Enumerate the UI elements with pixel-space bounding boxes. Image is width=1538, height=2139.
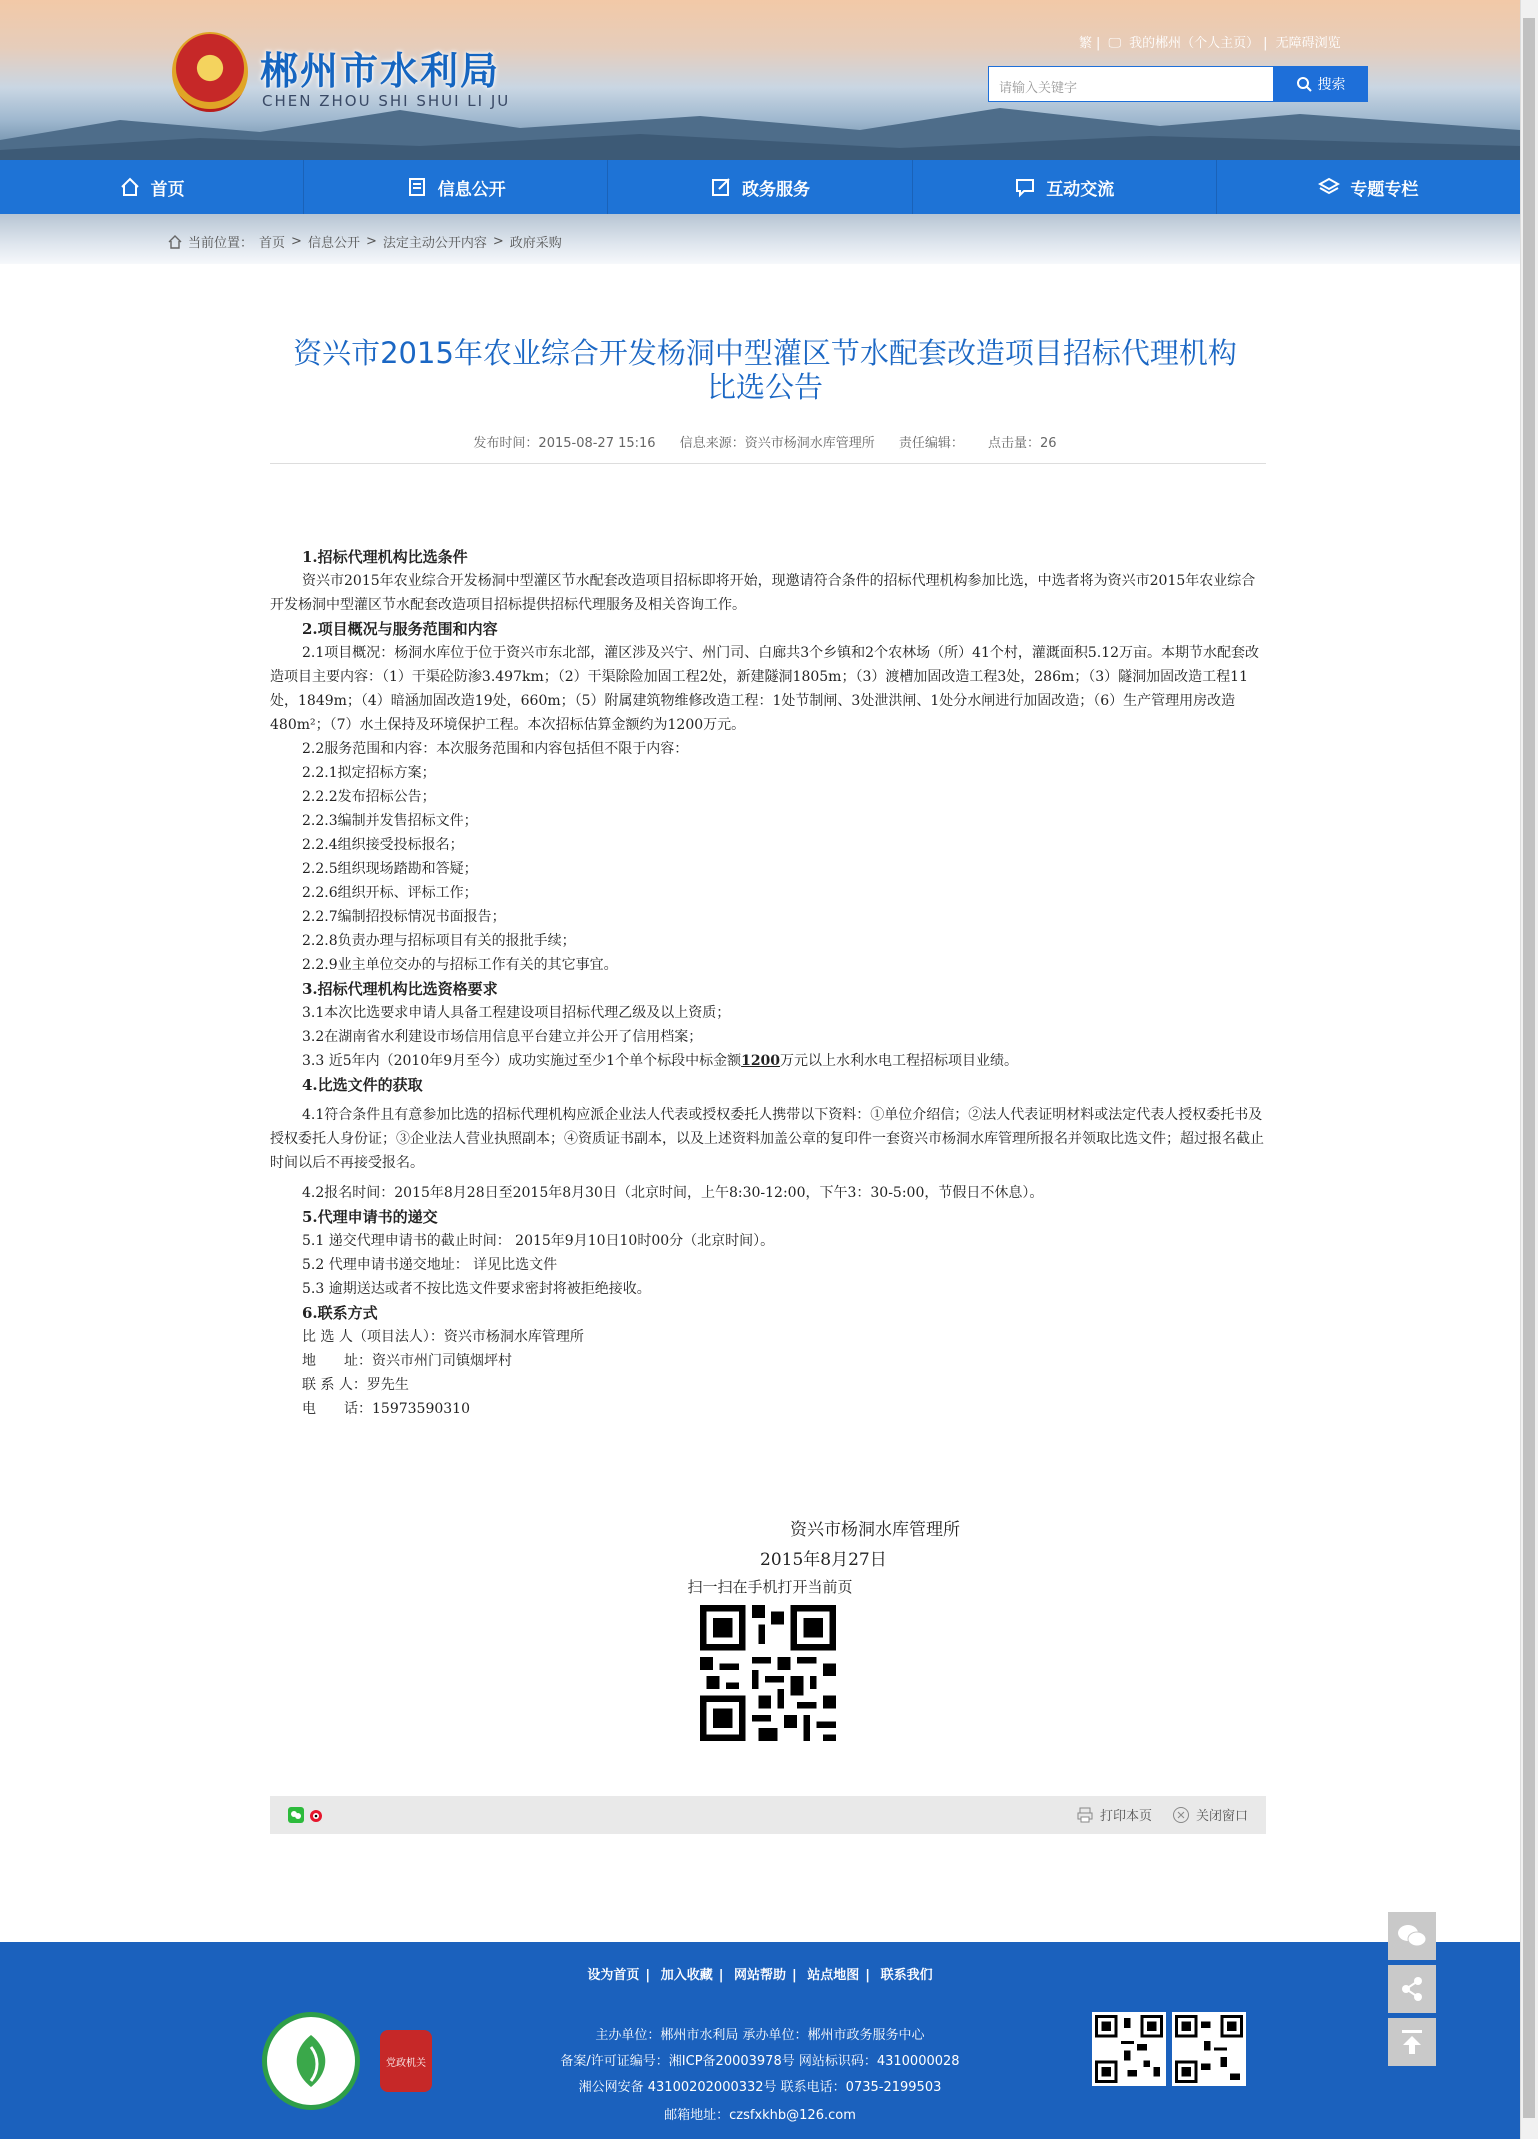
nav-home[interactable] <box>0 160 304 214</box>
paragraph: 资兴市2015年农业综合开发杨洞中型灌区节水配套改造项目招标即将开始，现邀请符合条件的招标代理机构参加比选，中选者将为资兴市2015年农业综合开发杨洞中型灌区节水配套改造项目招标提供招标代理服务及相关咨询工作。 <box>270 573 1256 613</box>
footer-host-info: 主办单位：郴州市水利局 承办单位：郴州市政务服务中心 <box>595 2028 925 2043</box>
signature-date: 2015年8月27日 <box>760 1550 887 1570</box>
nav-gov-label: 政务服务 <box>742 179 810 200</box>
article-title <box>270 336 1260 404</box>
list-item: 5.1 递交代理申请书的截止时间： 2015年9月10日10时00分（北京时间）。 <box>302 1233 775 1249</box>
edit-icon <box>710 176 732 198</box>
arrow-up-icon <box>1399 2028 1425 2056</box>
paragraph: 2.1项目概况：杨洞水库位于位于资兴市东北部，灌区涉及兴宁、州门司、白廊共3个乡镇和2个农林场（所）41个村，灌溉面积5.12万亩。本期节水配套改造项目主要内容：（1）干渠砼防渗3.497km；（2）干渠除险加固工程2处，新建隧洞1805m；（3）渡槽加固改造工程3处，286m；（3）隧洞加固改造工程11处，1849m；（4）暗涵加固改造19处，660m；（5）附属建筑物维修改造工程：1处节制闸、3处泄洪闸、1处分水闸进行加固改造；（6）生产管理用房改造480m²；（7）水土保持及环境保护工程。本次招标估算金额约为1200万元。 <box>270 645 1260 733</box>
text-span: 3.3 近5年内（2010年9月至今）成功实施过至少1个单个标段中标金额 <box>302 1053 742 1069</box>
chat-icon <box>1014 176 1036 198</box>
page-qr-code <box>700 1605 836 1741</box>
close-label: 关闭窗口 <box>1195 1809 1248 1824</box>
list-item: 5.2 代理申请书递交地址： 详见比选文件 <box>302 1257 558 1273</box>
top-links: 繁 | 🖵 我的郴州（个人主页） | 无障碍浏览 <box>1079 36 1341 51</box>
leaf-icon <box>285 2031 337 2091</box>
list-item: 2.2.4组织接受投标报名； <box>302 837 464 853</box>
search-input[interactable]: 请输入关键字 <box>988 66 1274 102</box>
home-icon <box>119 176 141 198</box>
contact-line: 电 话：15973590310 <box>302 1401 470 1417</box>
footer-link-contact[interactable]: 联系我们 <box>880 1968 933 1983</box>
breadcrumb-home[interactable]: 首页 <box>259 236 286 251</box>
site-title[interactable]: 郴州市水利局 <box>260 49 501 93</box>
footer-link-sethome[interactable]: 设为首页 <box>587 1968 640 1983</box>
nav-special-label: 专题专栏 <box>1350 179 1419 200</box>
monitor-icon: 🖵 <box>1108 36 1122 51</box>
share-actions <box>1076 1805 1248 1824</box>
nav-info-label: 信息公开 <box>437 179 506 200</box>
list-item <box>270 1049 1266 1073</box>
divider <box>270 463 1266 464</box>
breadcrumb-procurement[interactable]: 政府采购 <box>509 236 562 251</box>
qr-caption: 扫一扫在手机打开当前页 <box>687 1578 853 1596</box>
home-icon <box>168 235 182 249</box>
contact-line: 联 系 人：罗先生 <box>302 1377 409 1393</box>
list-item: 2.2.5组织现场踏勘和答疑； <box>302 861 478 877</box>
list-item: 3.2在湖南省水利建设市场信用信息平台建立并公开了信用档案； <box>302 1029 703 1045</box>
text-span: 万元以上水利水电工程招标项目业绩。 <box>780 1053 1019 1069</box>
amount-highlight: 1200 <box>741 1053 781 1069</box>
section-heading: 6.联系方式 <box>302 1304 378 1322</box>
share-icons <box>288 1807 324 1823</box>
footer-qr-code-2 <box>1172 2012 1246 2086</box>
article-title-line2: 比选公告 <box>706 370 823 404</box>
wechat-icon <box>1397 1923 1427 1949</box>
document-icon <box>406 176 428 198</box>
section-heading: 3.招标代理机构比选资格要求 <box>302 980 498 998</box>
article-meta <box>270 432 1260 451</box>
footer-icp-info: 备案/许可证编号：湘ICP备20003978号 网站标识码：4310000028 <box>560 2054 960 2069</box>
main-nav <box>0 160 1520 214</box>
accessibility-link[interactable]: 无障碍浏览 <box>1275 36 1341 51</box>
breadcrumb-legal[interactable]: 法定主动公开内容 <box>382 236 487 251</box>
close-window-button[interactable] <box>1172 1805 1248 1824</box>
section-heading: 1.招标代理机构比选条件 <box>302 548 468 566</box>
paragraph: 4.1符合条件且有意参加比选的招标代理机构应派企业法人代表或授权委托人携带以下资料：①单位介绍信；②法人代表证明材料或法定代表人授权委托书及授权委托人身份证；③企业法人营业执照副本；④资质证书副本，以及上述资料加盖公章的复印件一套资兴市杨洞水库管理所报名并领取比选文件；超过报名截止时间以后不再接受报名。 <box>270 1107 1264 1171</box>
list-item: 2.2.9业主单位交办的与招标工作有关的其它事宜。 <box>302 957 618 973</box>
wechat-share-icon[interactable] <box>288 1807 304 1823</box>
list-item: 2.2.8负责办理与招标项目有关的报批手续； <box>302 933 576 949</box>
search-button-label: 搜索 <box>1317 77 1346 93</box>
list-item: 3.1本次比选要求申请人具备工程建设项目招标代理乙级及以上资质； <box>302 1005 731 1021</box>
traditional-chinese-link[interactable]: 繁 <box>1079 36 1093 51</box>
footer-link-help[interactable]: 网站帮助 <box>733 1968 786 1983</box>
view-count: 点击量：26 <box>988 436 1057 451</box>
footer-email: 邮箱地址：czsfxkhb@126.com <box>664 2108 856 2123</box>
nav-home-label: 首页 <box>150 179 185 200</box>
publish-time: 发布时间：2015-08-27 15:16 <box>473 436 656 451</box>
wechat-float-button[interactable] <box>1388 1912 1436 1960</box>
close-icon <box>1172 1806 1190 1824</box>
layers-icon <box>1318 176 1340 198</box>
share-icon <box>1398 1975 1426 2003</box>
printer-icon <box>1076 1806 1094 1824</box>
footer-link-sitemap[interactable]: 站点地图 <box>807 1968 860 1983</box>
nav-interaction-label: 互动交流 <box>1046 179 1115 200</box>
back-to-top-button[interactable] <box>1388 2018 1436 2066</box>
list-item: 2.2.7编制招投标情况书面报告； <box>302 909 506 925</box>
party-gov-badge[interactable] <box>380 2030 432 2092</box>
breadcrumb-prefix: 当前位置： <box>188 236 254 251</box>
footer-police-info: 湘公网安备 43100202000332号 联系电话：0735-2199503 <box>578 2080 942 2095</box>
nav-interaction[interactable] <box>913 160 1217 214</box>
party-gov-label: 党政机关 <box>386 2057 426 2069</box>
footer-links: 设为首页 | 加入收藏 | 网站帮助 | 站点地图 | 联系我们 <box>587 1968 933 1983</box>
share-float-button[interactable] <box>1388 1965 1436 2013</box>
list-item: 2.2.3编制并发售招标文件； <box>302 813 478 829</box>
civilized-city-badge[interactable] <box>262 2012 360 2110</box>
footer-link-favorite[interactable]: 加入收藏 <box>660 1968 713 1983</box>
list-item: 2.2.2发布招标公告； <box>302 789 436 805</box>
site-subtitle: CHEN ZHOU SHI SHUI LI JU <box>262 92 511 110</box>
list-item: 5.3 逾期送达或者不按比选文件要求密封将被拒绝接收。 <box>302 1281 651 1297</box>
signature-org: 资兴市杨洞水库管理所 <box>790 1520 960 1540</box>
weibo-share-icon[interactable] <box>308 1807 324 1823</box>
scrollbar-thumb[interactable] <box>1523 18 1535 2118</box>
list-item: 2.2.1拟定招标方案； <box>302 765 436 781</box>
nav-gov-service[interactable] <box>608 160 912 214</box>
paragraph: 4.2报名时间：2015年8月28日至2015年8月30日（北京时间，上午8:30-12:00，下午3：30-5:00，节假日不休息）。 <box>302 1185 1044 1201</box>
article-body <box>270 545 1266 1421</box>
contact-line: 比 选 人（项目法人）：资兴市杨洞水库管理所 <box>302 1329 584 1345</box>
print-label: 打印本页 <box>1099 1809 1152 1824</box>
search-icon <box>1296 76 1312 92</box>
article-title-line1: 资兴市2015年农业综合开发杨洞中型灌区节水配套改造项目招标代理机构 <box>293 336 1237 370</box>
section-heading: 5.代理申请书的递交 <box>302 1208 438 1226</box>
contact-line: 地 址：资兴市州门司镇烟坪村 <box>302 1353 512 1369</box>
national-emblem-logo[interactable] <box>172 32 248 112</box>
personal-homepage-link[interactable]: 我的郴州（个人主页） <box>1129 36 1260 51</box>
editor: 责任编辑： <box>898 436 964 451</box>
share-bar <box>270 1796 1266 1834</box>
footer <box>0 1942 1520 2139</box>
nav-info-disclosure[interactable] <box>304 160 608 214</box>
section-heading: 4.比选文件的获取 <box>302 1076 423 1094</box>
list-item: 2.2.6组织开标、评标工作； <box>302 885 478 901</box>
footer-qr-code-1 <box>1092 2012 1166 2086</box>
search-button[interactable] <box>1273 66 1368 102</box>
paragraph: 2.2服务范围和内容：本次服务范围和内容包括但不限于内容： <box>302 741 689 757</box>
section-heading: 2.项目概况与服务范围和内容 <box>302 620 498 638</box>
breadcrumb: 当前位置： 首页 > 信息公开 > 法定主动公开内容 > 政府采购 <box>168 232 562 251</box>
info-source: 信息来源：资兴市杨洞水库管理所 <box>679 436 875 451</box>
nav-special-topics[interactable] <box>1217 160 1520 214</box>
breadcrumb-info[interactable]: 信息公开 <box>307 236 360 251</box>
print-button[interactable] <box>1076 1805 1152 1824</box>
